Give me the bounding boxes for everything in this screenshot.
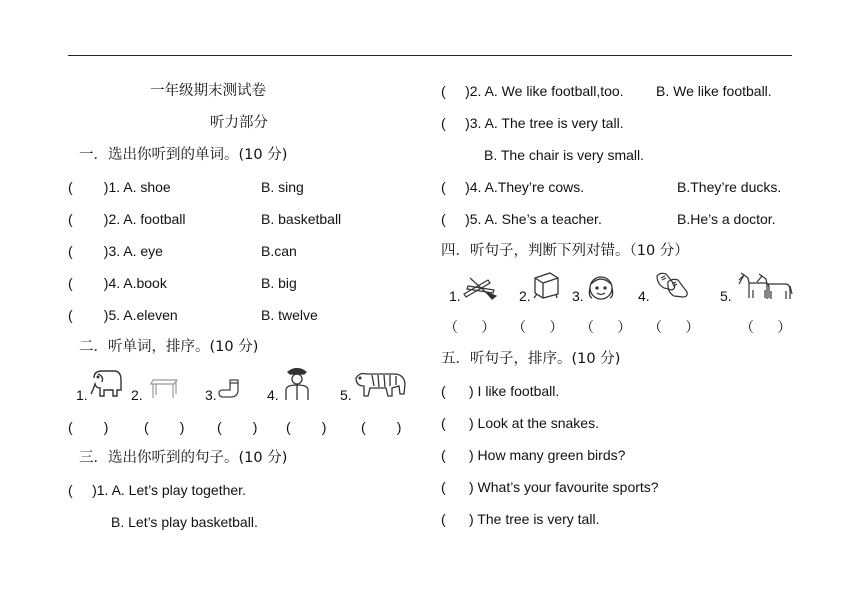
s1-q2-option-a: ( )2. A. football (68, 211, 186, 227)
s3-q3-option-b: B. The chair is very small. (484, 147, 645, 163)
s2-blank-3: ( ) (217, 419, 258, 435)
s5-item-2: ( ) Look at the snakes. (441, 415, 599, 431)
s4-blank-2: （ ） (512, 319, 564, 335)
s4-blank-5: （ ） (740, 319, 792, 335)
sock-icon (218, 378, 242, 400)
s5-item-1: ( ) I like football. (441, 383, 560, 399)
s3-q4-option-a: ( )4. A.They’re cows. (441, 179, 585, 195)
s4-blank-3: （ ） (580, 319, 632, 335)
s3-q1-option-a: ( )1. A. Let’s play together. (68, 482, 246, 498)
girl-face-icon (586, 272, 616, 302)
s1-q4-option-a: ( )4. A.book (68, 275, 167, 291)
s4-blank-1: （ ） (444, 319, 496, 335)
s1-q5-option-a: ( )5. A.eleven (68, 307, 178, 323)
s2-num-5: 5. (340, 387, 352, 403)
s4-num-4: 4. (638, 288, 650, 304)
exam-title: 一年级期末测试卷 (150, 83, 266, 99)
top-rule (68, 55, 792, 56)
s2-num-3: 3. (205, 387, 217, 403)
section-2-heading: 二．听单词，排序。(10 分) (79, 339, 259, 355)
s5-item-3: ( ) How many green birds? (441, 447, 626, 463)
s5-item-4: ( ) What’s your favourite sports? (441, 479, 659, 495)
section-4-heading: 四．听句子，判断下列对错。（10 分） (441, 243, 689, 259)
table-icon (150, 376, 180, 400)
s2-blank-1: ( ) (68, 419, 109, 435)
s1-q1-option-b: B. sing (261, 179, 304, 195)
horses-icon (735, 270, 793, 302)
s3-q4-option-b: B.They’re ducks. (677, 179, 782, 195)
s4-num-1: 1. (449, 288, 461, 304)
s2-blank-5: ( ) (361, 419, 402, 435)
s5-item-5: ( ) The tree is very tall. (441, 511, 600, 527)
s3-q2-option-a: ( )2. A. We like football,too. (441, 83, 624, 99)
s3-q5-option-a: ( )5. A. She’s a teacher. (441, 211, 602, 227)
box-icon (532, 270, 560, 300)
pencils-icon (460, 272, 498, 300)
shoes-icon (654, 270, 690, 300)
tiger-icon (352, 368, 408, 402)
s1-q3-option-b: B.can (261, 243, 297, 259)
s1-q2-option-b: B. basketball (261, 211, 342, 227)
s2-num-2: 2. (131, 387, 143, 403)
s1-q1-option-a: ( )1. A. shoe (68, 179, 171, 195)
s3-q3-option-a: ( )3. A. The tree is very tall. (441, 115, 624, 131)
section-5-heading: 五．听句子，排序。(10 分) (441, 351, 621, 367)
policeman-icon (282, 364, 312, 402)
elephant-icon (88, 368, 124, 400)
s2-blank-4: ( ) (286, 419, 327, 435)
section-3-heading: 三．选出你听到的句子。(10 分) (79, 450, 288, 466)
s4-num-5: 5. (720, 288, 732, 304)
s2-num-1: 1. (76, 387, 88, 403)
s4-num-2: 2. (519, 288, 531, 304)
s3-q5-option-b: B.He’s a doctor. (677, 211, 776, 227)
s4-num-3: 3. (572, 288, 584, 304)
s4-blank-4: （ ） (648, 319, 700, 335)
s1-q3-option-a: ( )3. A. eye (68, 243, 163, 259)
section-1-heading: 一．选出你听到的单词。(10 分) (79, 147, 288, 163)
s3-q2-option-b: B. We like football. (656, 83, 772, 99)
s2-num-4: 4. (267, 387, 279, 403)
s3-q1-option-b: B. Let’s play basketball. (111, 514, 258, 530)
s2-blank-2: ( ) (144, 419, 185, 435)
s1-q4-option-b: B. big (261, 275, 297, 291)
s1-q5-option-b: B. twelve (261, 307, 318, 323)
exam-subtitle: 听力部分 (210, 115, 268, 131)
